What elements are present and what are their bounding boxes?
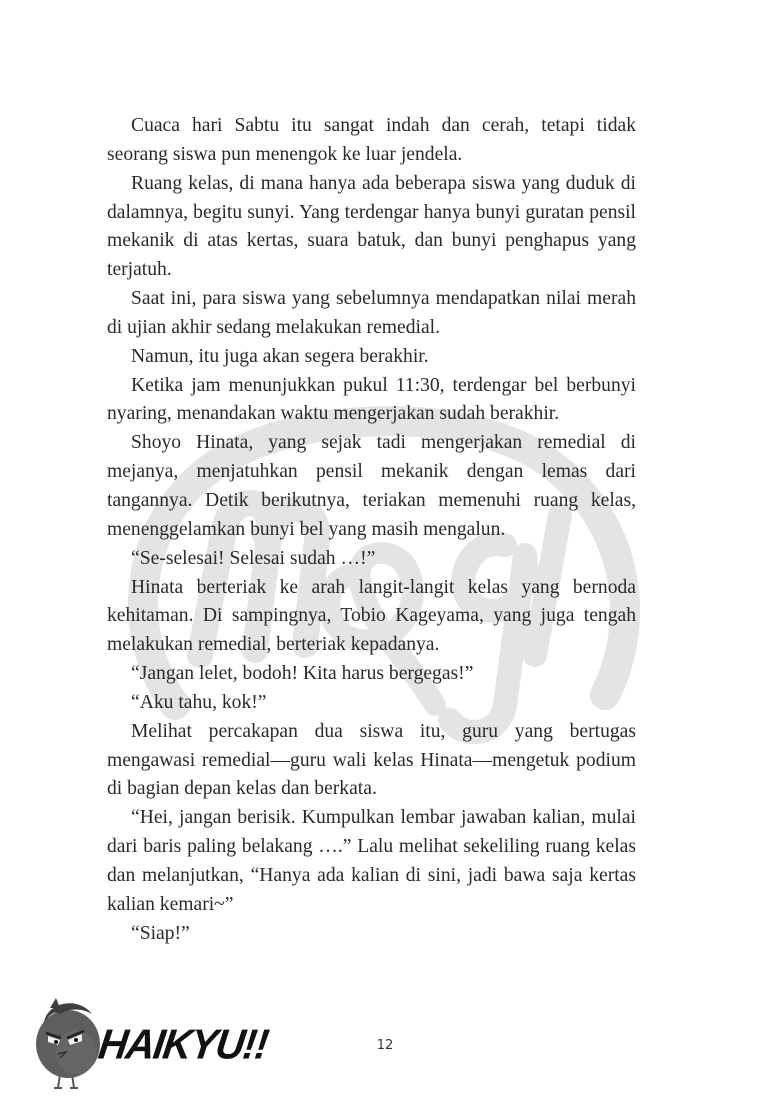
dialogue-paragraph: “Jangan lelet, bodoh! Kita harus bergegas!” xyxy=(131,663,474,685)
dialogue-paragraph: “Aku tahu, kok!” xyxy=(131,691,267,713)
page-number: 12 xyxy=(376,1038,394,1053)
paragraph: Saat ini, para siswa yang sebelumnya mendapatkan nilai merah di ujian akhir sedang melakukan remedial. xyxy=(107,288,636,338)
dialogue-paragraph: “Siap!” xyxy=(131,922,190,944)
paragraph: Hinata berteriak ke arah langit-langit kelas yang bernoda kehitaman. Di sampingnya, Tobio Kageyama, yang juga tengah melakukan remedial, berteriak kepadanya. xyxy=(107,576,636,656)
dialogue-paragraph: “Hei, jangan berisik. Kumpulkan lembar jawaban kalian, mulai dari baris paling belakang ….” Lalu melihat sekeliling ruang kelas dan melanjutkan, “Hanya ada kalian di sini, jadi bawa saja kertas kalian kemari~” xyxy=(107,807,636,915)
dialogue-paragraph: “Se-selesai! Selesai sudah …!” xyxy=(131,547,376,569)
haikyu-footer-logo xyxy=(30,996,271,1091)
paragraph: Ruang kelas, di mana hanya ada beberapa siswa yang duduk di dalamnya, begitu sunyi. Yang terdengar hanya bunyi guratan pensil mekanik di atas kertas, suara batuk, dan bunyi penghapus yang terjatuh. xyxy=(107,172,636,281)
chapter-body-text xyxy=(107,112,636,948)
paragraph: Ketika jam menunjukkan pukul 11:30, terdengar bel berbunyi nyaring, menandakan waktu mengerjakan sudah berakhir. xyxy=(107,374,636,425)
crow-mascot-icon xyxy=(30,996,110,1091)
paragraph: Shoyo Hinata, yang sejak tadi mengerjakan remedial di mejanya, menjatuhkan pensil mekanik dengan lemas dari tangannya. Detik berikutnya, teriakan memenuhi ruang kelas, menenggelamkan bunyi bel yang masih mengalun. xyxy=(107,432,636,540)
paragraph: Melihat percakapan dua siswa itu, guru yang bertugas mengawasi remedial—guru wali kelas Hinata—mengetuk podium di bagian depan kelas dan berkata. xyxy=(107,720,636,800)
haikyu-logo-text: HAIKYU!! xyxy=(95,1021,271,1069)
paragraph: Namun, itu juga akan segera berakhir. xyxy=(131,345,429,367)
paragraph: Cuaca hari Sabtu itu sangat indah dan cerah, tetapi tidak seorang siswa pun menengok ke luar jendela. xyxy=(107,115,636,165)
